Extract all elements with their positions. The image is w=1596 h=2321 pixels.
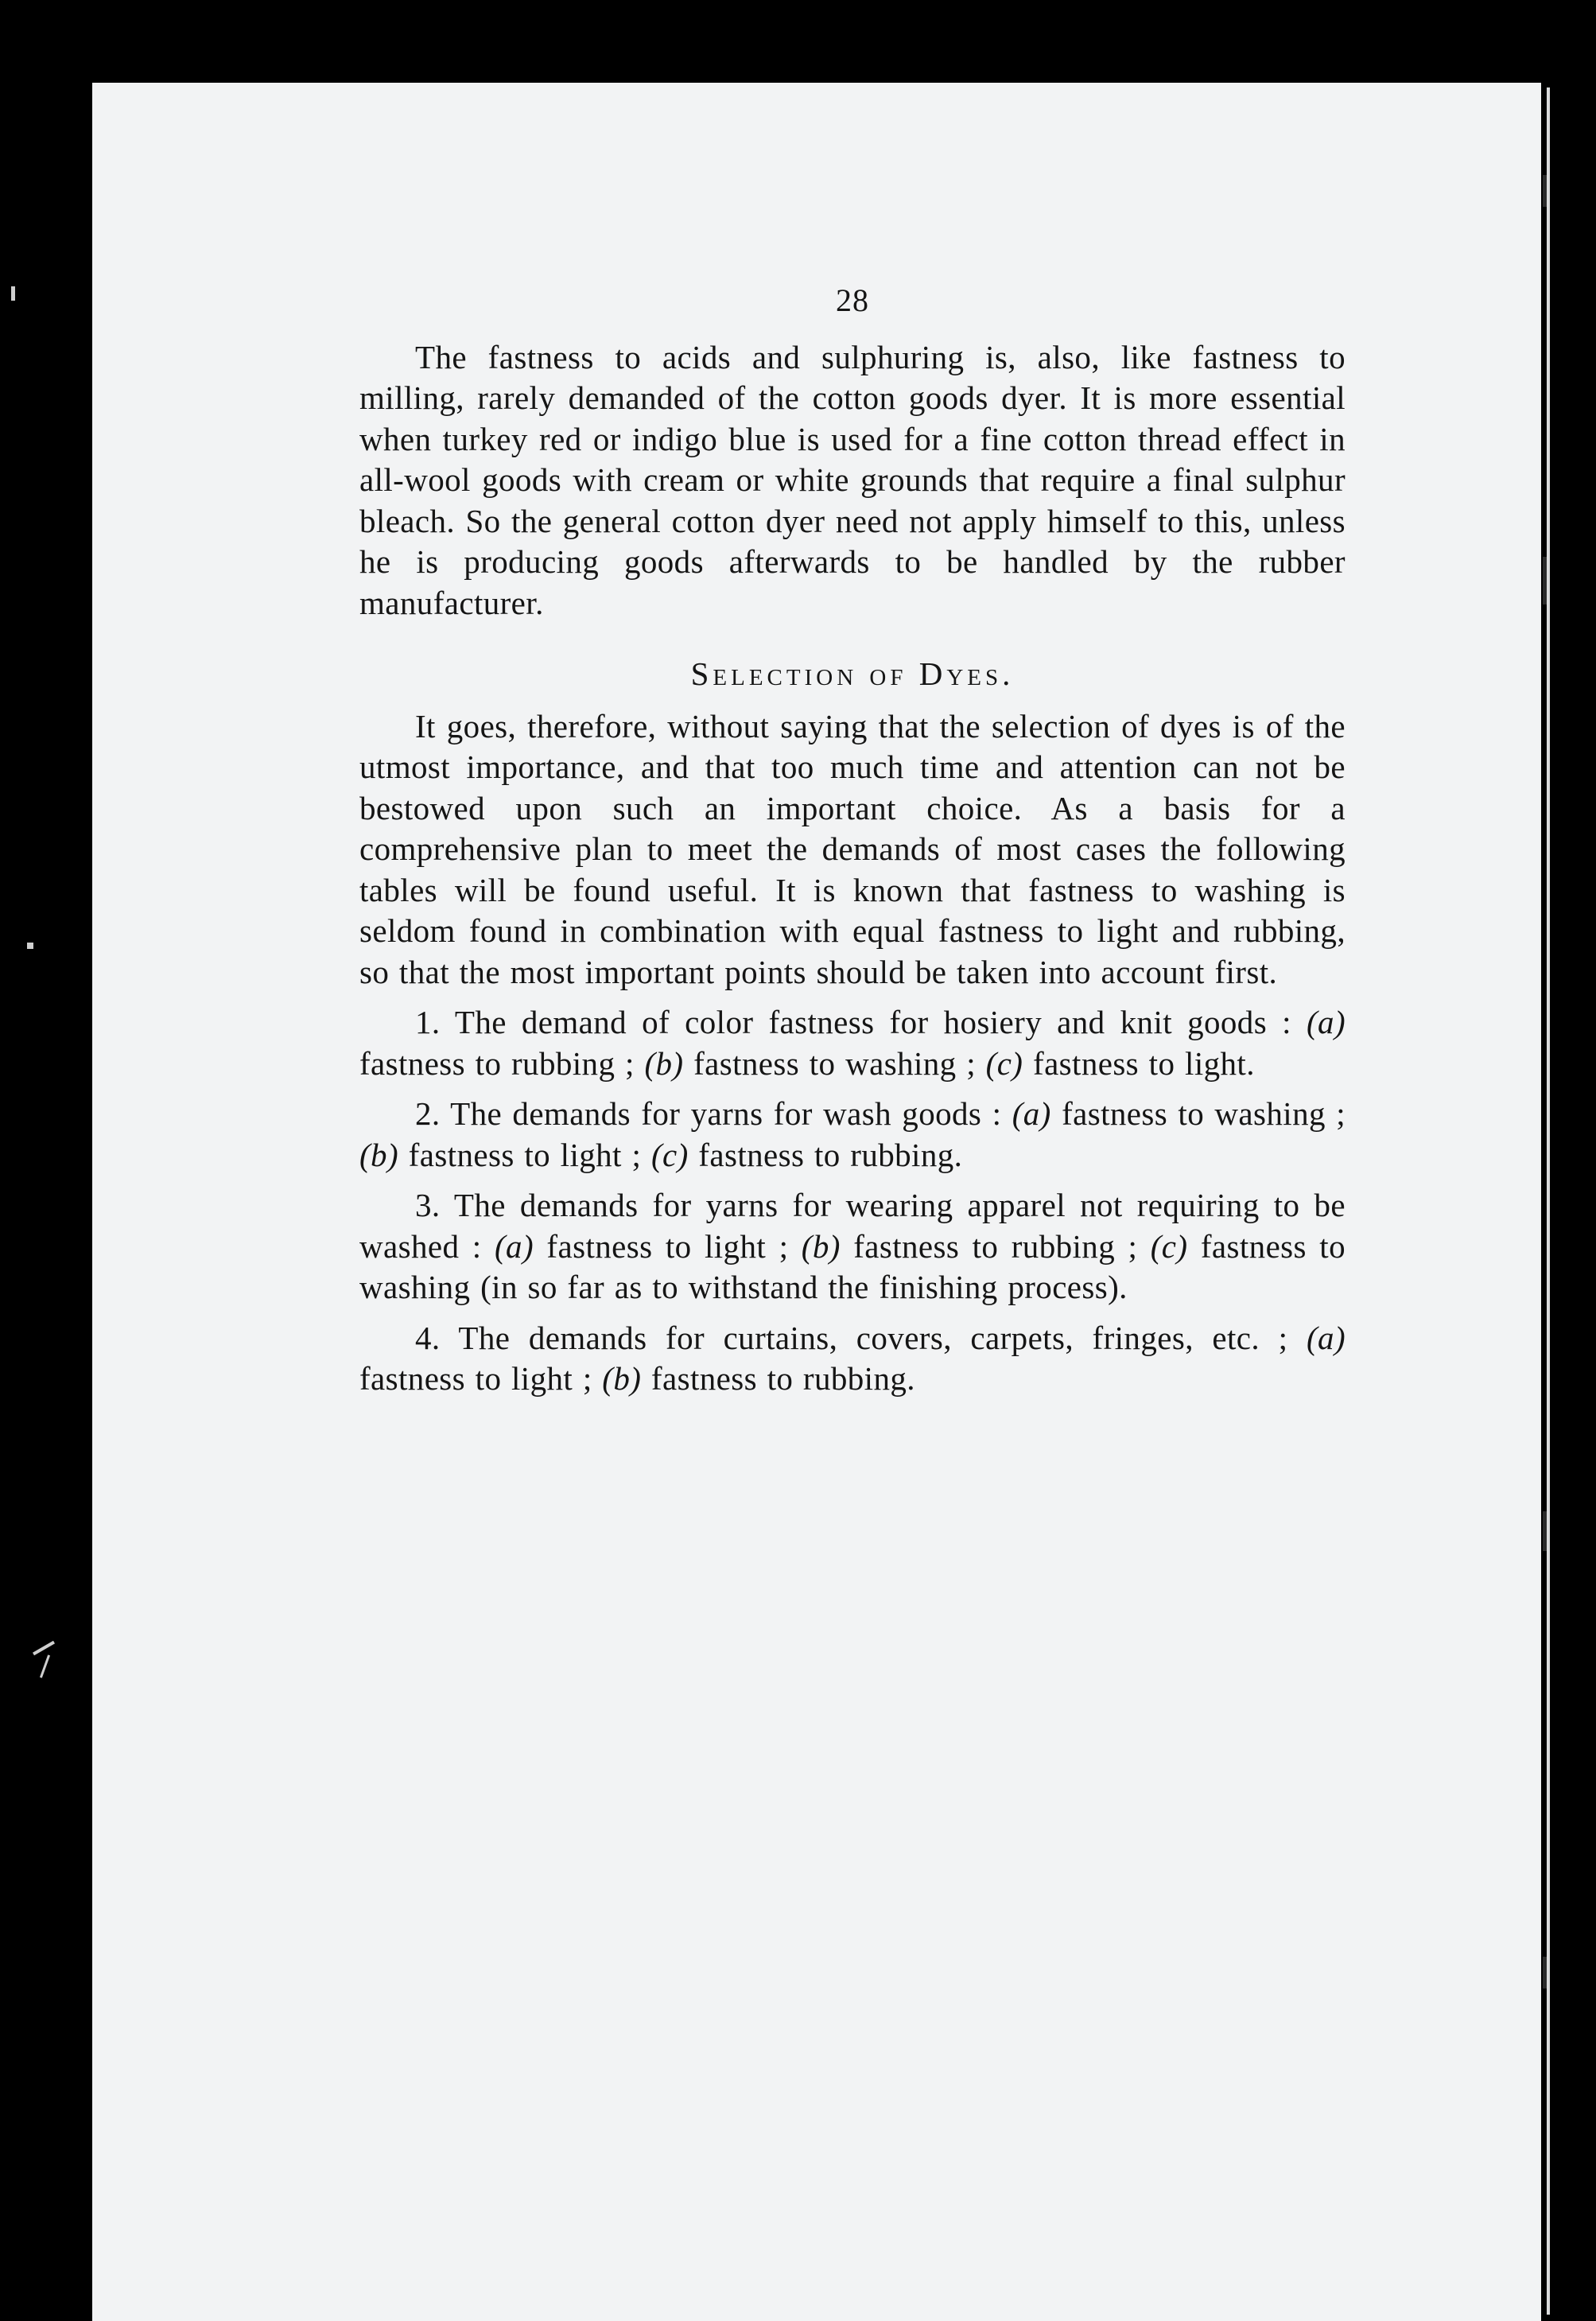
- option-label: (b): [602, 1360, 642, 1397]
- list-item-lead: 3. The demands for yarns for wearing apparel not requiring to be washed :: [359, 1187, 1346, 1265]
- section-heading: Selection of Dyes.: [690, 655, 1015, 692]
- option-label: (c): [650, 1136, 689, 1173]
- list-item: [359, 1094, 1346, 1176]
- option-text: fastness to washing (in so far as to withstand the finishing process).: [359, 1227, 1346, 1305]
- page-text: [359, 280, 1346, 1400]
- list-item: [359, 1318, 1346, 1400]
- page-fold-line: [1547, 87, 1550, 2315]
- option-label: (a): [1012, 1095, 1051, 1132]
- option-label: (a): [1306, 1319, 1346, 1356]
- edge-mark: [1543, 1511, 1547, 1551]
- list-item-lead: 2. The demands for yarns for wash goods :: [415, 1095, 1012, 1132]
- option-text: fastness to light ;: [359, 1360, 603, 1397]
- option-label: (a): [1306, 1004, 1346, 1040]
- margin-speck: [40, 1654, 50, 1678]
- option-text: fastness to rubbing.: [688, 1136, 963, 1173]
- edge-mark: [1543, 1957, 1547, 1989]
- edge-mark: [1543, 175, 1547, 207]
- page-number: 28: [836, 282, 869, 318]
- paragraph: The fastness to acids and sulphuring is, also, like fastness to milling, rarely demanded of the cotton goods dyer. It is more essential when turkey red or indigo blue is used for a fine cotton thread effect in all-wool goods with cream or white grounds that require a final sulphur bleach. So the general cotton dyer need not apply himself to this, unless he is producing goods afterwards to be handled by the rubber manufacturer.: [359, 338, 1346, 621]
- option-label: (b): [644, 1044, 684, 1082]
- list-item-lead: 1. The demand of color fastness for hosiery and knit goods :: [415, 1004, 1307, 1040]
- margin-speck: [33, 1641, 55, 1655]
- option-text: fastness to rubbing.: [641, 1360, 915, 1397]
- margin-speck: [11, 286, 15, 301]
- option-text: fastness to washing ;: [683, 1044, 986, 1082]
- option-label: (b): [359, 1136, 399, 1173]
- option-text: fastness to washing ;: [1050, 1095, 1346, 1132]
- option-text: fastness to rubbing ;: [359, 1044, 645, 1082]
- option-text: fastness to light ;: [398, 1136, 651, 1173]
- option-text: fastness to light ;: [534, 1227, 802, 1265]
- edge-mark: [1543, 557, 1547, 605]
- option-label: (c): [1150, 1227, 1188, 1265]
- paragraph: It goes, therefore, without saying that the selection of dyes is of the utmost importance, and that too much time and attention can not be bestowed upon such an important choice. As a basis for a comprehensive plan to meet the demands of most cases the following tables will be found useful. It is known that fastness to washing is seldom found in combination with equal fastness to light and rubbing, so that the most important points should be taken into account first.: [359, 707, 1346, 990]
- list-item-lead: 4. The demands for curtains, covers, carpets, fringes, etc. ;: [415, 1319, 1307, 1356]
- option-label: (c): [985, 1044, 1023, 1082]
- margin-speck: [27, 943, 33, 949]
- option-text: fastness to light.: [1023, 1044, 1255, 1082]
- list-item: [359, 1185, 1346, 1308]
- list-item: [359, 1002, 1346, 1084]
- option-label: (b): [801, 1227, 841, 1265]
- option-label: (a): [495, 1227, 534, 1265]
- option-text: fastness to rubbing ;: [840, 1227, 1151, 1265]
